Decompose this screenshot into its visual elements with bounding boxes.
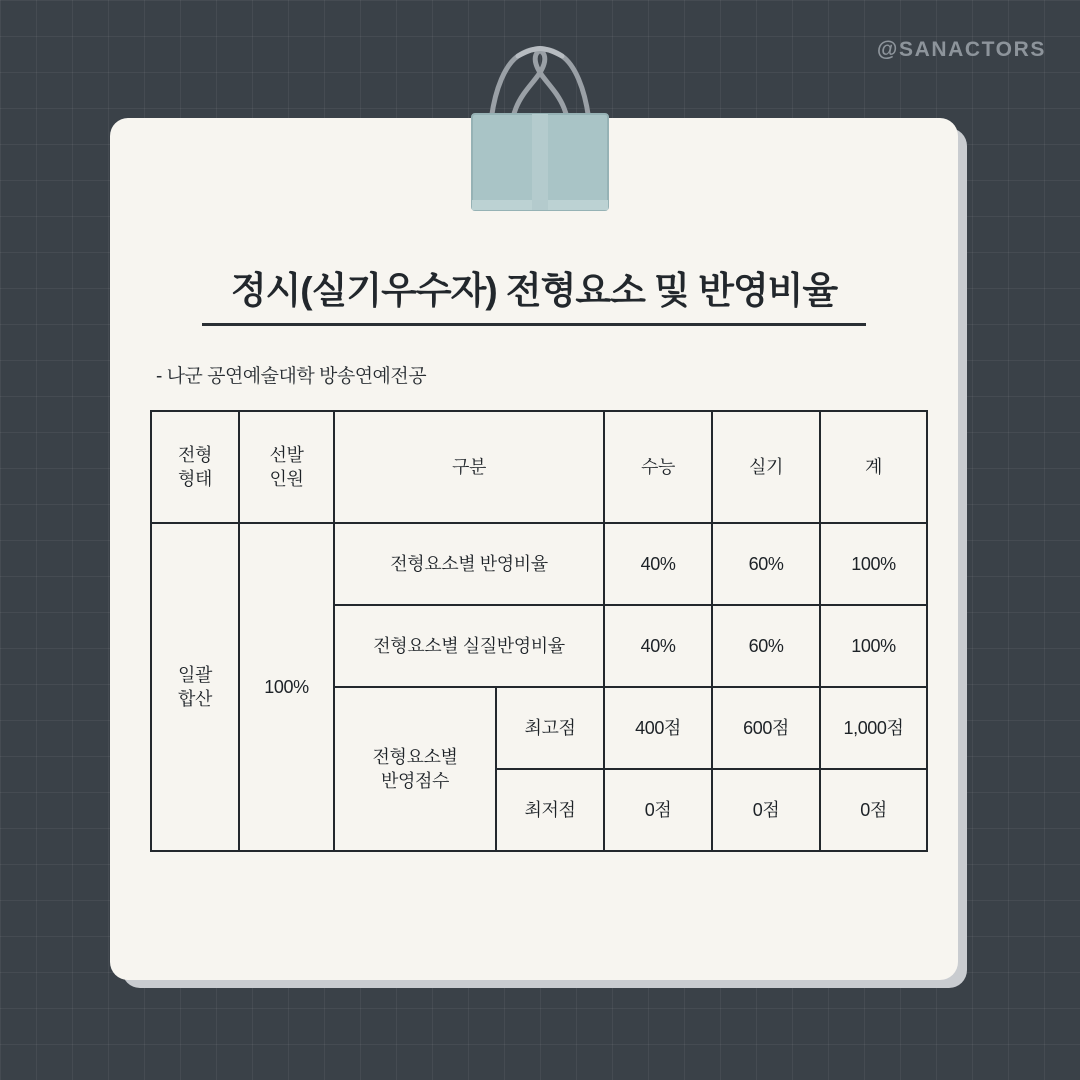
score-label-line1: 전형요소별 bbox=[372, 746, 458, 767]
table-header-row bbox=[151, 411, 927, 523]
type-value-line1: 일괄 bbox=[178, 664, 212, 685]
binder-clip-icon bbox=[440, 30, 640, 220]
type-value-line2: 합산 bbox=[178, 689, 212, 709]
page-title: 정시(실기우수자) 전형요소 및 반영비율 bbox=[230, 270, 838, 311]
content-card bbox=[110, 118, 958, 980]
cell-row1-label: 전형요소별 실질반영비율 bbox=[334, 605, 604, 687]
cell-type-value bbox=[151, 523, 239, 851]
title-divider bbox=[202, 323, 866, 326]
header-cell-division: 구분 bbox=[334, 411, 604, 523]
header-cell-suneung: 수능 bbox=[604, 411, 712, 523]
cell-row2-suneung: 400점 bbox=[604, 687, 712, 769]
cell-row1-suneung: 40% bbox=[604, 605, 712, 687]
admission-ratio-table bbox=[150, 410, 928, 852]
cell-row1-practical: 60% bbox=[712, 605, 820, 687]
cell-row3-sub: 최저점 bbox=[496, 769, 604, 851]
cell-row0-total: 100% bbox=[820, 523, 927, 605]
cell-row0-practical: 60% bbox=[712, 523, 820, 605]
header-cell-total: 계 bbox=[820, 411, 927, 523]
header-cell-practical: 실기 bbox=[712, 411, 820, 523]
cell-row3-practical: 0점 bbox=[712, 769, 820, 851]
header-quota-line2: 인원 bbox=[269, 469, 304, 489]
header-cell-quota bbox=[239, 411, 334, 523]
cell-row2-total: 1,000점 bbox=[820, 687, 927, 769]
score-label-line2: 반영점수 bbox=[381, 771, 449, 791]
header-type-line2: 형태 bbox=[178, 469, 212, 489]
cell-quota-value: 100% bbox=[239, 523, 334, 851]
cell-row0-label: 전형요소별 반영비율 bbox=[334, 523, 604, 605]
cell-row0-suneung: 40% bbox=[604, 523, 712, 605]
header-quota-line1: 선발 bbox=[269, 444, 304, 465]
cell-row2-practical: 600점 bbox=[712, 687, 820, 769]
header-cell-type bbox=[151, 411, 239, 523]
cell-row2-sub: 최고점 bbox=[496, 687, 604, 769]
header-type-line1: 전형 bbox=[178, 444, 212, 465]
cell-row1-total: 100% bbox=[820, 605, 927, 687]
cell-row3-suneung: 0점 bbox=[604, 769, 712, 851]
subtitle: - 나군 공연예술대학 방송연예전공 bbox=[156, 366, 427, 387]
table-row bbox=[151, 523, 927, 605]
watermark: @SANACTORS bbox=[876, 38, 1046, 61]
cell-score-label bbox=[334, 687, 496, 851]
cell-row3-total: 0점 bbox=[820, 769, 927, 851]
